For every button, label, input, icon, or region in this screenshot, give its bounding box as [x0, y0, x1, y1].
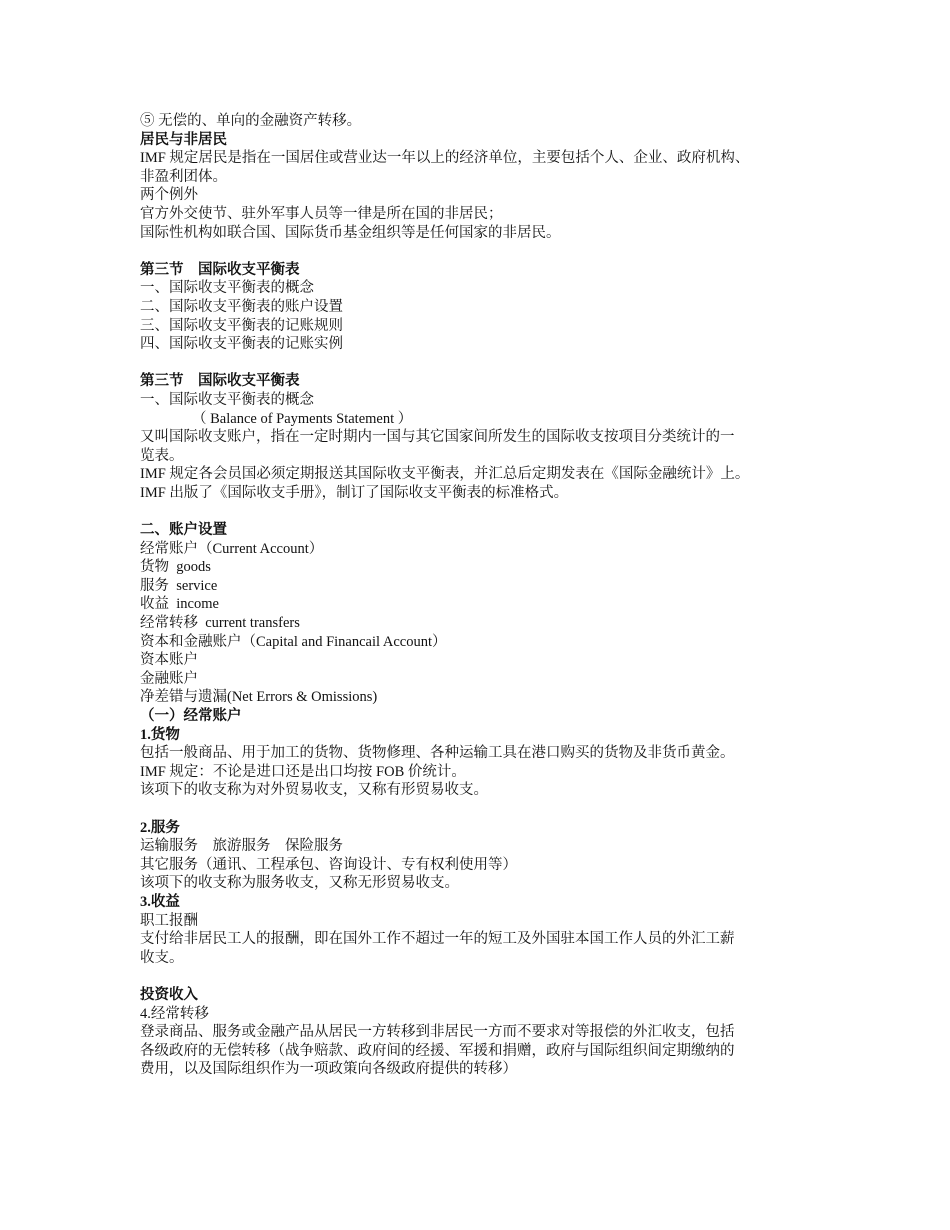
text-line: 支付给非居民工人的报酬，即在国外工作不超过一年的短工及外国驻本国工作人员的外汇工薪	[140, 931, 735, 948]
text-line: 费用，以及国际组织作为一项政策向各级政府提供的转移）	[140, 1061, 517, 1078]
text-line: 净差错与遗漏(Net Errors & Omissions)	[140, 689, 378, 706]
text-line: 货物 goods	[140, 559, 211, 576]
text-line: 该项下的收支称为服务收支，又称无形贸易收支。	[140, 875, 459, 892]
text-line: 该项下的收支称为对外贸易收支，又称有形贸易收支。	[140, 782, 488, 799]
text-line: 四、国际收支平衡表的记账实例	[140, 336, 343, 353]
heading-line: 第三节 国际收支平衡表	[140, 373, 300, 390]
document-page	[140, 112, 830, 1079]
text-line: 一、国际收支平衡表的概念	[140, 280, 314, 297]
section-residents	[140, 112, 830, 242]
text-line: 国际性机构如联合国、国际货币基金组织等是任何国家的非居民。	[140, 224, 561, 241]
text-line: 服务 service	[140, 577, 218, 594]
text-line: 非盈利团体。	[140, 168, 227, 185]
text-line: （ Balance of Payments Statement ）	[192, 410, 413, 427]
text-line: 览表。	[140, 447, 184, 464]
section-account-setup	[140, 521, 830, 800]
heading-line: 3.收益	[140, 893, 180, 910]
text-line: 官方外交使节、驻外军事人员等一律是所在国的非居民；	[140, 205, 503, 222]
section-outline	[140, 261, 830, 354]
text-line: 4.经常转移	[140, 1005, 209, 1022]
text-line: 金融账户	[140, 670, 198, 687]
text-line: ⑤ 无偿的、单向的金融资产转移。	[140, 113, 362, 129]
heading-line: 投资收入	[140, 986, 198, 1003]
heading-line: 2.服务	[140, 819, 180, 836]
text-line: 又叫国际收支账户，指在一定时期内一国与其它国家间所发生的国际收支按项目分类统计的一	[140, 429, 735, 446]
text-line: IMF 规定居民是指在一国居住或营业达一年以上的经济单位，主要包括个人、企业、政府机构、	[140, 150, 750, 167]
paragraph-gap	[140, 800, 830, 819]
paragraph-gap	[140, 967, 830, 986]
section-concept	[140, 372, 830, 502]
text-line: 各级政府的无偿转移（战争赔款、政府间的经援、军援和捐赠，政府与国际组织间定期缴纳的	[140, 1042, 735, 1059]
text-line: 经常转移 current transfers	[140, 615, 300, 632]
text-line: IMF 出版了《国际收支手册》，制订了国际收支平衡表的标准格式。	[140, 484, 569, 501]
text-line: 两个例外	[140, 187, 198, 204]
text-line: IMF 规定：不论是进口还是出口均按 FOB 价统计。	[140, 763, 466, 780]
text-line: 资本和金融账户（Capital and Financail Account）	[140, 633, 447, 650]
heading-line: （一）经常账户	[140, 708, 242, 724]
paragraph-gap	[140, 242, 830, 261]
section-transfers	[140, 986, 830, 1079]
text-line: IMF 规定各会员国必须定期报送其国际收支平衡表，并汇总后定期发表在《国际金融统计》上。	[140, 466, 750, 483]
text-line: 收支。	[140, 949, 184, 966]
heading-line: 1.货物	[140, 726, 180, 743]
text-line: 收益 income	[140, 596, 219, 613]
heading-line: 第三节 国际收支平衡表	[140, 261, 300, 278]
text-line: 经常账户（Current Account）	[140, 540, 324, 557]
heading-line: 二、账户设置	[140, 522, 227, 539]
text-line: 包括一般商品、用于加工的货物、货物修理、各种运输工具在港口购买的货物及非货币黄金。	[140, 745, 735, 762]
paragraph-gap	[140, 354, 830, 373]
text-line: 二、国际收支平衡表的账户设置	[140, 298, 343, 315]
text-line: 职工报酬	[140, 912, 198, 929]
paragraph-gap	[140, 502, 830, 521]
text-line: 登录商品、服务或金融产品从居民一方转移到非居民一方而不要求对等报偿的外汇收支，包括	[140, 1024, 735, 1041]
heading-line: 居民与非居民	[140, 131, 227, 148]
text-line: 三、国际收支平衡表的记账规则	[140, 317, 343, 334]
text-line: 资本账户	[140, 652, 198, 669]
text-line: 其它服务（通讯、工程承包、咨询设计、专有权利使用等）	[140, 856, 517, 873]
text-line: 运输服务 旅游服务 保险服务	[140, 838, 343, 855]
text-line: 一、国际收支平衡表的概念	[140, 391, 314, 408]
section-services-income	[140, 819, 830, 968]
